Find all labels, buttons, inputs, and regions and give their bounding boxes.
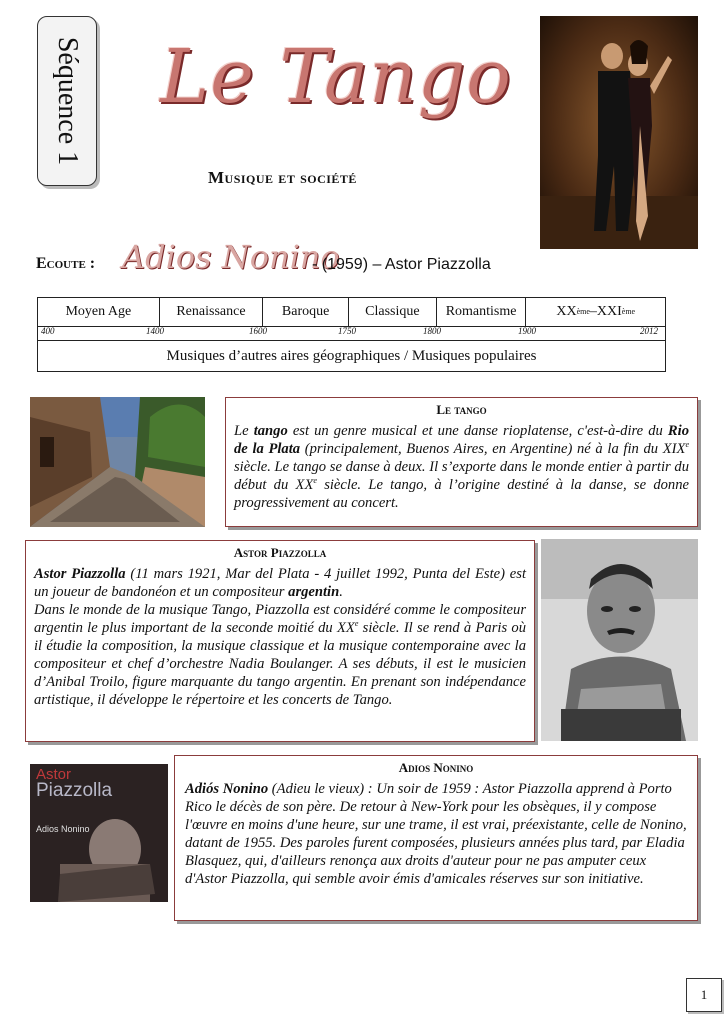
album-artist-first: Astor (36, 766, 72, 783)
album-artist-last: Piazzolla (36, 780, 113, 801)
page-subtitle: Musique et société (208, 168, 357, 187)
piazzolla-info-box (25, 540, 535, 742)
nonino-box-text (185, 780, 687, 888)
tango-box-text (234, 422, 689, 512)
ecoute-label: Ecoute : (36, 255, 96, 272)
tango-box-title: Le tango (436, 402, 487, 417)
timeline-years (38, 326, 665, 341)
text-run: siècle. Le tango se danse à deux. Il s’exporte dans le monde entier à partir du début du XX (234, 459, 689, 493)
timeline-year: 2012 (640, 326, 658, 336)
text-run: (principalement, Buenos Aires, en Argentine) né à la fin du XIX (300, 441, 686, 457)
album-title: Adios Nonino (36, 824, 90, 834)
sequence-label: Séquence 1 (52, 36, 83, 166)
music-history-timeline (37, 297, 666, 372)
text-run: argentin (288, 584, 340, 600)
timeline-period: Renaissance (160, 298, 264, 326)
text-run: Adiós Nonino (185, 781, 269, 797)
timeline-year: 1600 (249, 326, 267, 336)
street-image (30, 397, 205, 527)
album-cover-image (30, 764, 168, 902)
text-run: e (313, 476, 317, 486)
nonino-info-box (174, 755, 698, 921)
text-run: tango (253, 423, 288, 439)
timeline-year: 1400 (146, 326, 164, 336)
timeline-modern-part: –XXI (589, 304, 622, 319)
timeline-year: 400 (41, 326, 55, 336)
text-run: Dans le monde de la musique Tango, Piazzolla est considéré comme le compositeur argentin le plus important de la seconde moitié du XX (34, 602, 526, 636)
page-number: 1 (686, 978, 722, 1012)
text-run: (Adieu le vieux) : Un soir de 1959 : Astor Piazzolla apprend à Porto Rico le décès de son père. De retour à New-York pour les obsèques, il y compose l'œuvre en moins d'une heure, sur une trame, il est vrai, préexistante, celle de Nonino, datant de 1955. Des paroles furent composées, plusieurs années plus tard, par Eladia Blasquez, qui, d'ailleurs renonça aux droits d'auteur pour ne pas amputer ceux d'Astor Piazzolla, qui semble avoir émis d'amicales réserves sur son initiative. (185, 781, 687, 887)
piazzolla-portrait-image (541, 539, 698, 741)
ecoute-title: Adios Nonino (122, 238, 340, 276)
timeline-period-modern: XX ème –XXI ème (556, 304, 636, 319)
piazzolla-box-text (34, 565, 526, 709)
timeline-periods (38, 298, 665, 327)
text-run: e (685, 440, 689, 450)
text-run: (11 mars 1921, Mar del Plata - 4 juillet 1992, Punta del Este) est un joueur de bandonéon et un compositeur (34, 566, 526, 600)
timeline-period: Baroque (263, 298, 349, 326)
text-run: Rio de la Plata (234, 423, 690, 457)
page-title: Le Tango (160, 34, 512, 120)
timeline-modern-part: XX (556, 304, 577, 319)
timeline-period: Classique (349, 298, 437, 326)
text-run: siècle. Le tango, à l’origine destiné à la danse, se donne progressivement au concert. (234, 477, 689, 511)
timeline-other-musics: Musiques d’autres aires géographiques / Musiques populaires (166, 347, 537, 364)
ecoute-info: - (1959) – Astor Piazzolla (312, 256, 491, 273)
text-run: Le (234, 423, 254, 439)
timeline-year: 1800 (423, 326, 441, 336)
timeline-year: 1750 (338, 326, 356, 336)
text-run: siècle. Il se rend à Paris où il étudie la composition, la musique classique et la musique contemporaine avec la compositeur et chef d’orchestre Nadia Boulanger. A ses débuts, il est le musicien d’Anibal Troilo, figure marquante du tango argentin. En prenant son indépendance artistique, il développe le répertoire et les concerts de Tango. (34, 620, 526, 708)
timeline-period: Romantisme (437, 298, 527, 326)
text-run: Astor Piazzolla (34, 566, 126, 582)
text-run: e (354, 619, 359, 629)
piazzolla-box-title: Astor Piazzolla (233, 545, 327, 560)
text-run: est un genre musical et une danse rioplatense, c'est-à-dire du (287, 423, 668, 439)
text-run: . (339, 584, 343, 600)
tango-info-box (225, 397, 698, 527)
sequence-tab (37, 16, 97, 186)
tango-dancers-image (540, 16, 698, 249)
timeline-year: 1900 (518, 326, 536, 336)
nonino-box-title: Adios Nonino (398, 760, 474, 775)
timeline-period: Moyen Age (38, 298, 160, 326)
